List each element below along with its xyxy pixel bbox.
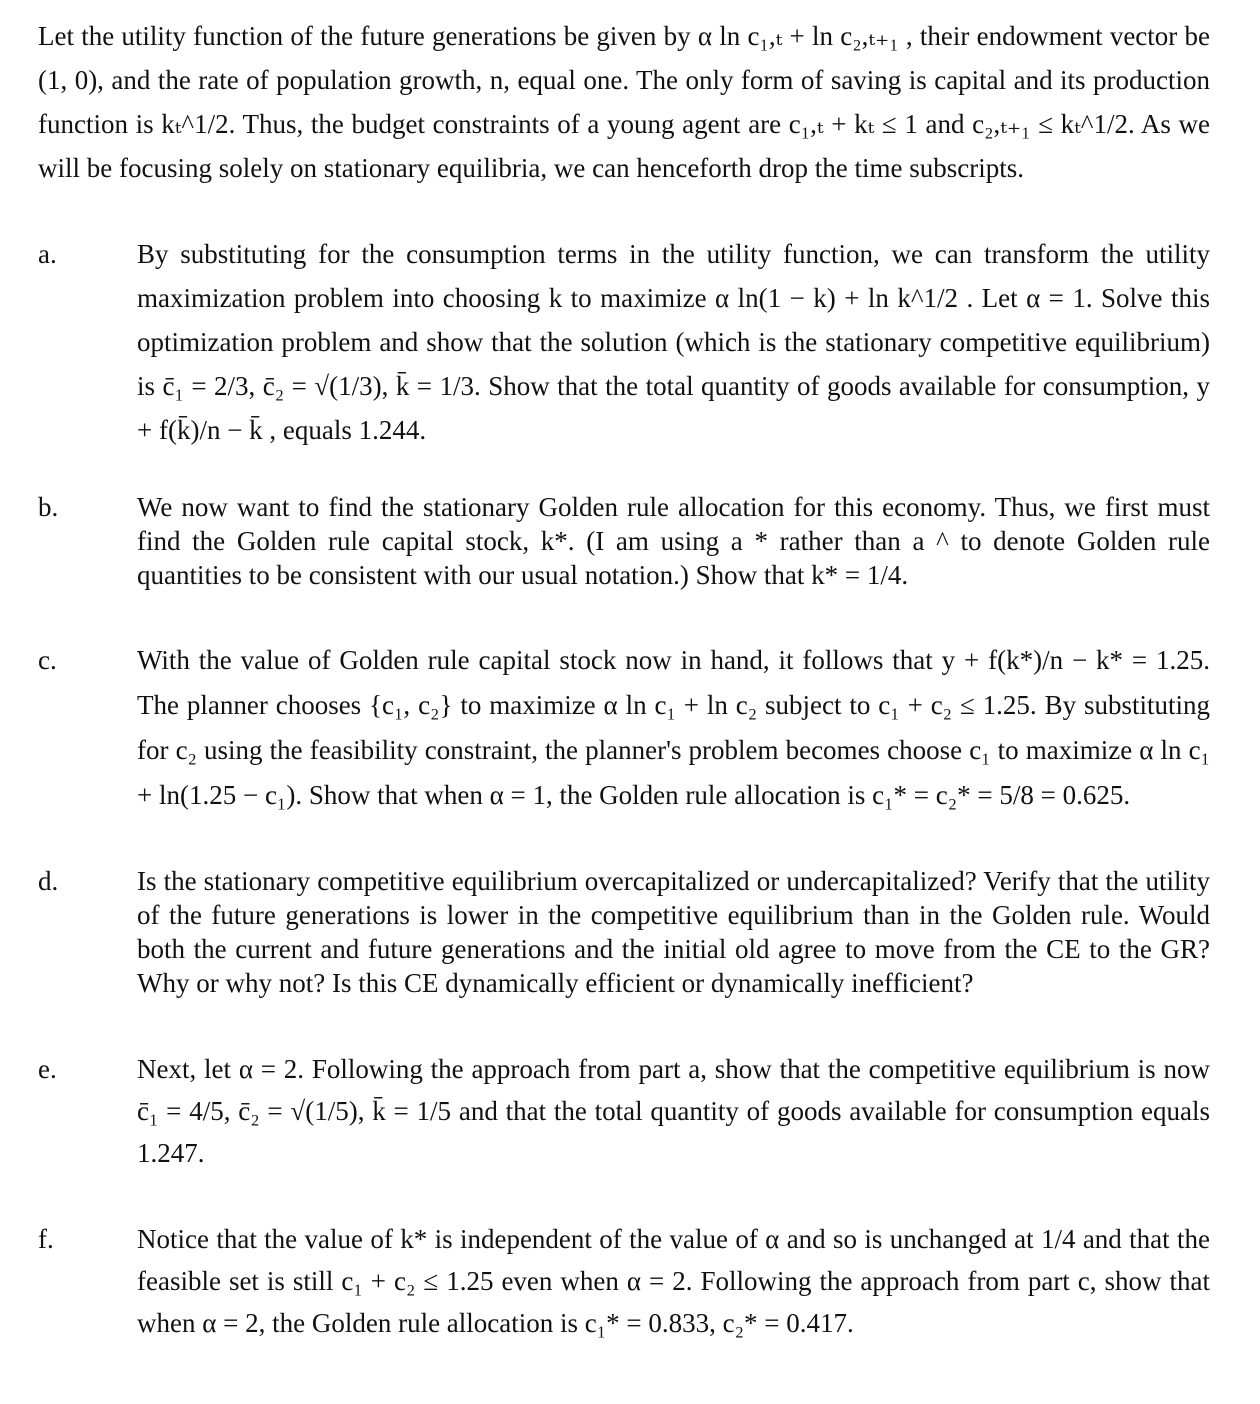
- question-text: Notice that the value of k* is independent of the value of α and so is unchanged at 1/4 and that the feasible set is still c₁ + c₂ ≤ 1.25 even when α = 2. Following the approach from part c, show that when α = 2, the Golden rule allocation is c₁* = 0.833, c₂* = 0.417.: [137, 1224, 1210, 1338]
- question-b: [38, 490, 1210, 592]
- question-text: With the value of Golden rule capital stock now in hand, it follows that y + f(k*)/n − k* = 1.25. The planner chooses {c₁, c₂} to maximize α ln c₁ + ln c₂ subject to c₁ + c₂ ≤ 1.25. By substituting for c₂ using the feasibility constraint, the planner's problem becomes choose c₁ to maximize α ln c₁ + ln(1.25 − c₁). Show that when α = 1, the Golden rule allocation is c₁* = c₂* = 5/8 = 0.625.: [137, 645, 1210, 810]
- question-f: [38, 1218, 1210, 1344]
- question-e: [38, 1048, 1210, 1174]
- question-text: Next, let α = 2. Following the approach from part a, show that the competitive equilibrium is now c̄₁ = 4/5, c̄₂ = √(1/5), k̄ = 1/5 and that the total quantity of goods available for consumption equals 1.247.: [137, 1054, 1210, 1168]
- question-label: f.: [38, 1224, 54, 1254]
- question-d: [38, 864, 1210, 1000]
- intro-paragraph: Let the utility function of the future generations be given by α ln c₁,ₜ + ln c₂,ₜ₊₁ , their endowment vector be (1, 0), and the rate of population growth, n, equal one. The only form of saving is capital and its production function is kₜ^1/2. Thus, the budget constraints of a young agent are c₁,ₜ + kₜ ≤ 1 and c₂,ₜ₊₁ ≤ kₜ^1/2. As we will be focusing solely on stationary equilibria, we can henceforth drop the time subscripts.: [38, 21, 1210, 183]
- question-text: Is the stationary competitive equilibrium overcapitalized or undercapitalized? Verify that the utility of the future generations is lower in the competitive equilibrium than in the Golden rule. Would both the current and future generations and the initial old agree to move from the CE to the GR? Why or why not? Is this CE dynamically efficient or dynamically inefficient?: [137, 866, 1210, 998]
- question-text: By substituting for the consumption terms in the utility function, we can transform the utility maximization problem into choosing k to maximize α ln(1 − k) + ln k^1/2 . Let α = 1. Solve this optimization problem and show that the solution (which is the stationary competitive equilibrium) is c̄₁ = 2/3, c̄₂ = √(1/3), k̄ = 1/3. Show that the total quantity of goods available for consumption, y + f(k̄)/n − k̄ , equals 1.244.: [137, 239, 1210, 445]
- question-label: b.: [38, 492, 59, 522]
- question-label: c.: [38, 645, 57, 675]
- question-label: d.: [38, 866, 59, 896]
- question-label: e.: [38, 1054, 57, 1084]
- question-a: [38, 232, 1210, 452]
- question-label: a.: [38, 239, 57, 269]
- question-text: We now want to find the stationary Golden rule allocation for this economy. Thus, we first must find the Golden rule capital stock, k*. (I am using a * rather than a ^ to denote Golden rule quantities to be consistent with our usual notation.) Show that k* = 1/4.: [137, 492, 1210, 590]
- document: [38, 14, 1210, 1344]
- question-c: [38, 638, 1210, 818]
